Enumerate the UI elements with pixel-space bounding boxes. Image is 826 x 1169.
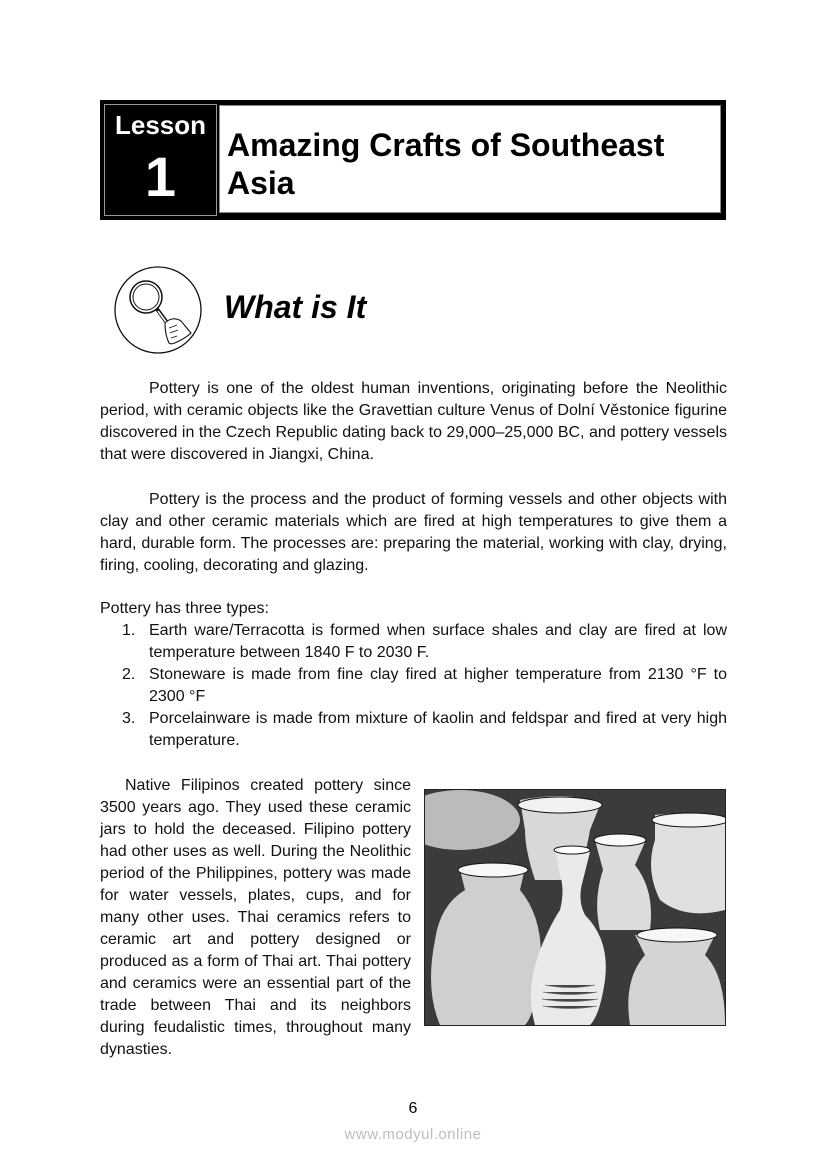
paragraph-process: Pottery is the process and the product of forming vessels and other objects with clay and other ceramic materials which are fired at high temperatures to give them a hard, durable form. The processes are: preparing the material, working with clay, drying, firing, cooling, decorating and glazing. <box>100 491 727 574</box>
pottery-types-list <box>122 620 727 752</box>
list-number: 3. <box>122 710 136 727</box>
pottery-jars-image <box>425 790 725 1025</box>
pottery-jars-photo <box>424 789 726 1026</box>
watermark: www.modyul.online <box>344 1126 482 1143</box>
paragraph-origins: Pottery is one of the oldest human inventions, originating before the Neolithic period, with ceramic objects like the Gravettian culture Venus of Dolní Věstonice figurine discovered in the Czech Republic dating back to 29,000–25,000 BC, and pottery vessels that were discovered in Jiangxi, China. <box>100 380 727 463</box>
lesson-label: Lesson <box>114 110 207 140</box>
lesson-title: Amazing Crafts of Southeast Asia <box>227 127 665 201</box>
list-item <box>122 708 727 752</box>
page-number: 6 <box>408 1100 418 1117</box>
list-number: 2. <box>122 666 136 683</box>
lesson-header <box>100 100 726 220</box>
section-title: What is It <box>224 289 367 325</box>
list-text: Porcelainware is made from mixture of kaolin and feldspar and fired at very high temperature. <box>149 710 727 749</box>
list-item <box>122 620 727 664</box>
types-intro: Pottery has three types: <box>100 600 269 617</box>
list-item <box>122 664 727 708</box>
lesson-number: 1 <box>144 145 177 208</box>
lesson-title-box <box>219 105 721 213</box>
magnifying-glass-hand-icon <box>113 265 203 355</box>
paragraph-filipino-thai-pottery: Native Filipinos created pottery since 3500 years ago. They used these ceramic jars to hold the deceased. Filipino pottery had other uses as well. During the Neolithic period of the Philippines, pottery was made for water vessels, plates, cups, and for many other uses. Thai ceramics refers to ceramic art and pottery designed or produced as a form of Thai art. Thai pottery and ceramics were an essential part of the trade between Thai and its neighbors during feudalistic times, throughout many dynasties. <box>100 777 411 1058</box>
list-number: 1. <box>122 622 136 639</box>
lesson-badge <box>104 104 217 216</box>
list-text: Stoneware is made from fine clay fired at higher temperature from 2130 °F to 2300 °F <box>149 666 727 705</box>
list-text: Earth ware/Terracotta is formed when surface shales and clay are fired at low temperature between 1840 F to 2030 F. <box>149 622 727 661</box>
